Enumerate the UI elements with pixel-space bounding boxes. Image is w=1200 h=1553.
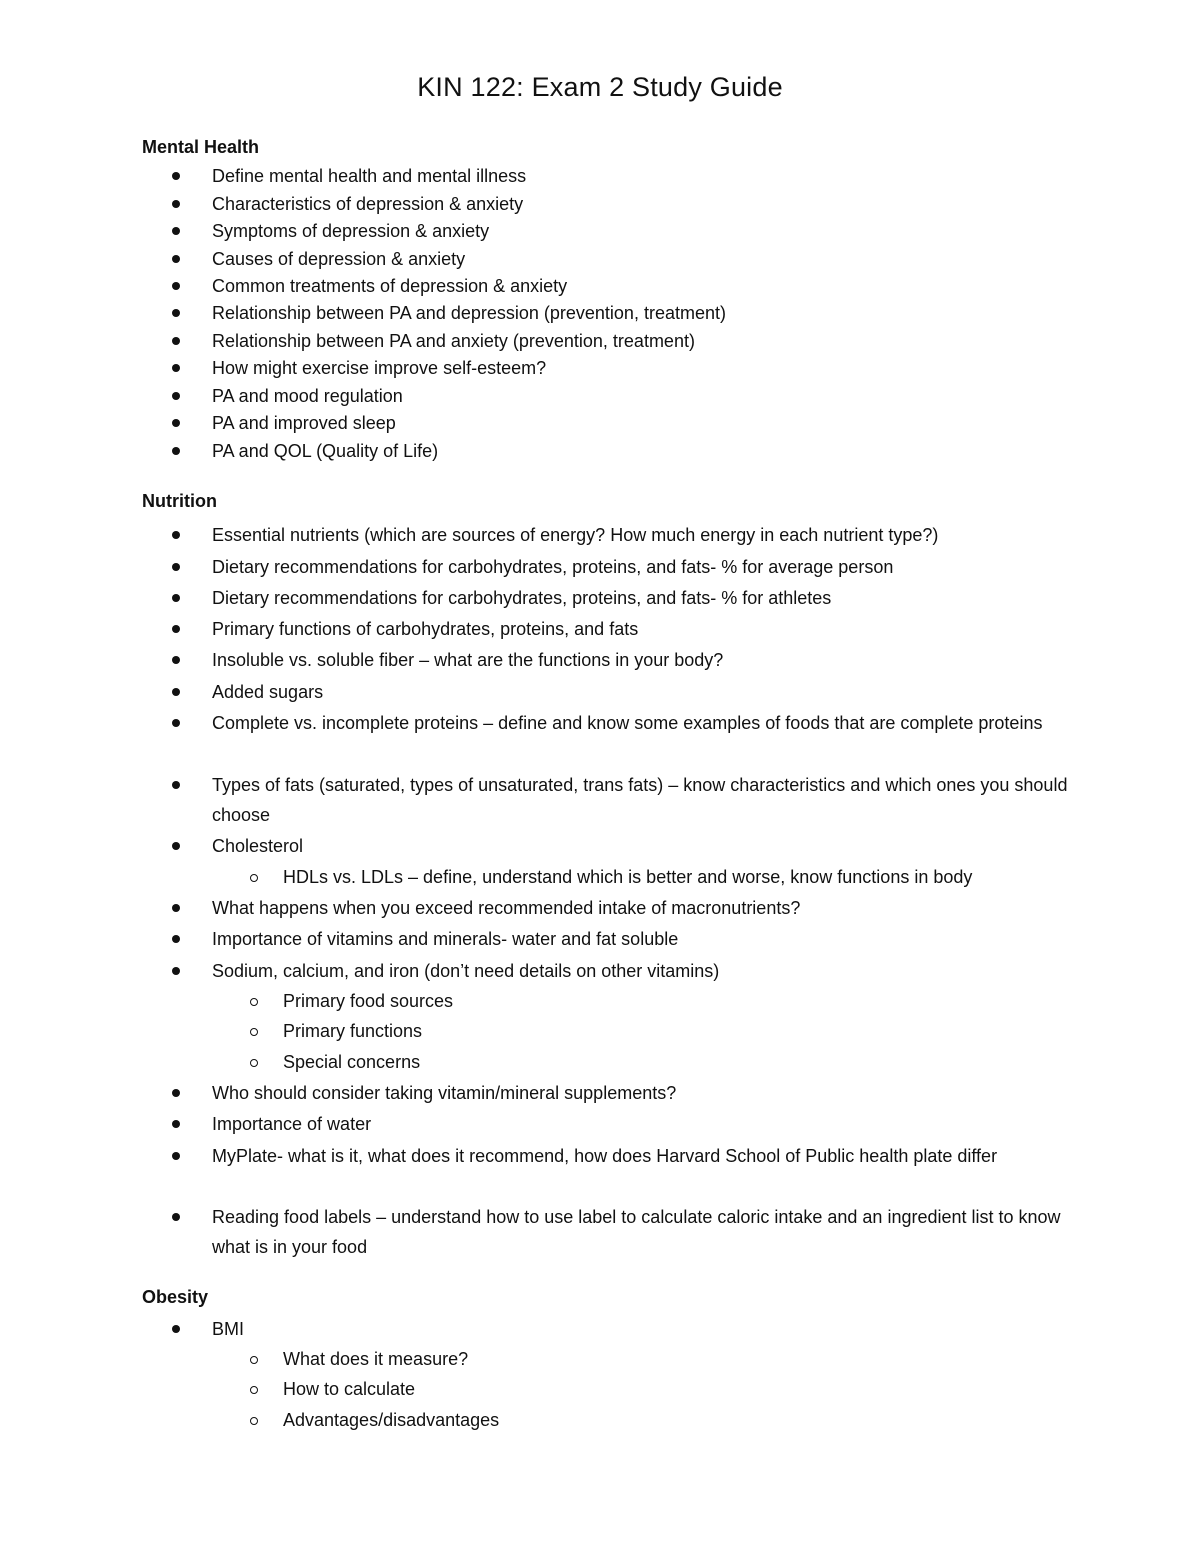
- bullet-icon: [172, 935, 180, 943]
- bullet-icon: [172, 309, 180, 317]
- list-item: Sodium, calcium, and iron (don’t need details on other vitamins): [212, 956, 1072, 986]
- bullet-icon: [172, 447, 180, 455]
- bullet-icon: [172, 337, 180, 345]
- bullet-icon: [172, 255, 180, 263]
- list-item: Symptoms of depression & anxiety: [212, 216, 1072, 246]
- bullet-icon: [172, 1325, 180, 1333]
- list-item: Dietary recommendations for carbohydrates, proteins, and fats- % for average person: [212, 552, 1072, 582]
- list-item: Who should consider taking vitamin/mineral supplements?: [212, 1078, 1072, 1108]
- bullet-icon: [172, 364, 180, 372]
- section-heading-mental-health: Mental Health: [142, 137, 260, 157]
- list-item: What happens when you exceed recommended intake of macronutrients?: [212, 893, 1072, 923]
- list-item: Dietary recommendations for carbohydrates, proteins, and fats- % for athletes: [212, 583, 1072, 613]
- sub-bullet-icon: [250, 1059, 258, 1067]
- list-item: PA and mood regulation: [212, 381, 1072, 411]
- bullet-icon: [172, 688, 180, 696]
- bullet-icon: [172, 419, 180, 427]
- sub-list-item: Advantages/disadvantages: [283, 1405, 1083, 1435]
- bullet-icon: [172, 781, 180, 789]
- list-item: Characteristics of depression & anxiety: [212, 189, 1072, 219]
- list-item: Importance of vitamins and minerals- water and fat soluble: [212, 924, 1072, 954]
- list-item: Insoluble vs. soluble fiber – what are the functions in your body?: [212, 645, 1072, 675]
- bullet-icon: [172, 227, 180, 235]
- sub-list-item: Special concerns: [283, 1047, 1083, 1077]
- list-item: Common treatments of depression & anxiety: [212, 271, 1072, 301]
- list-item: Importance of water: [212, 1109, 1072, 1139]
- list-item: Types of fats (saturated, types of unsaturated, trans fats) – know characteristics and which ones you should choose: [212, 770, 1072, 830]
- list-item: Essential nutrients (which are sources of energy? How much energy in each nutrient type?): [212, 520, 1072, 550]
- bullet-icon: [172, 594, 180, 602]
- sub-bullet-icon: [250, 874, 258, 882]
- bullet-icon: [172, 967, 180, 975]
- sub-bullet-icon: [250, 1028, 258, 1036]
- bullet-icon: [172, 904, 180, 912]
- sub-list-item: Primary food sources: [283, 986, 1083, 1016]
- sub-list-item: How to calculate: [283, 1374, 1083, 1404]
- bullet-icon: [172, 563, 180, 571]
- bullet-icon: [172, 200, 180, 208]
- sub-bullet-icon: [250, 1356, 258, 1364]
- bullet-icon: [172, 392, 180, 400]
- bullet-icon: [172, 625, 180, 633]
- list-item: Define mental health and mental illness: [212, 161, 1072, 191]
- sub-bullet-icon: [250, 1417, 258, 1425]
- sub-list-item: What does it measure?: [283, 1344, 1083, 1374]
- list-item: Relationship between PA and anxiety (prevention, treatment): [212, 326, 1072, 356]
- list-item: Complete vs. incomplete proteins – define and know some examples of foods that are complete proteins: [212, 708, 1072, 738]
- bullet-icon: [172, 842, 180, 850]
- sub-bullet-icon: [250, 998, 258, 1006]
- bullet-icon: [172, 172, 180, 180]
- list-item: PA and QOL (Quality of Life): [212, 436, 1072, 466]
- bullet-icon: [172, 1213, 180, 1221]
- section-heading-nutrition: Nutrition: [142, 491, 217, 511]
- document-title: KIN 122: Exam 2 Study Guide: [417, 72, 783, 102]
- bullet-icon: [172, 1120, 180, 1128]
- section-heading-obesity: Obesity: [142, 1287, 209, 1307]
- list-item: Primary functions of carbohydrates, proteins, and fats: [212, 614, 1072, 644]
- sub-list-item: HDLs vs. LDLs – define, understand which is better and worse, know functions in body: [283, 862, 1083, 892]
- bullet-icon: [172, 719, 180, 727]
- list-item: Reading food labels – understand how to use label to calculate caloric intake and an ingredient list to know what is in your food: [212, 1202, 1072, 1262]
- list-item: Causes of depression & anxiety: [212, 244, 1072, 274]
- list-item: Relationship between PA and depression (prevention, treatment): [212, 298, 1072, 328]
- bullet-icon: [172, 656, 180, 664]
- list-item: PA and improved sleep: [212, 408, 1072, 438]
- bullet-icon: [172, 531, 180, 539]
- list-item: Added sugars: [212, 677, 1072, 707]
- list-item: BMI: [212, 1314, 1072, 1344]
- list-item: Cholesterol: [212, 831, 1072, 861]
- list-item: MyPlate- what is it, what does it recommend, how does Harvard School of Public health plate differ: [212, 1141, 1072, 1171]
- sub-bullet-icon: [250, 1386, 258, 1394]
- bullet-icon: [172, 1152, 180, 1160]
- bullet-icon: [172, 1089, 180, 1097]
- list-item: How might exercise improve self-esteem?: [212, 353, 1072, 383]
- bullet-icon: [172, 282, 180, 290]
- sub-list-item: Primary functions: [283, 1016, 1083, 1046]
